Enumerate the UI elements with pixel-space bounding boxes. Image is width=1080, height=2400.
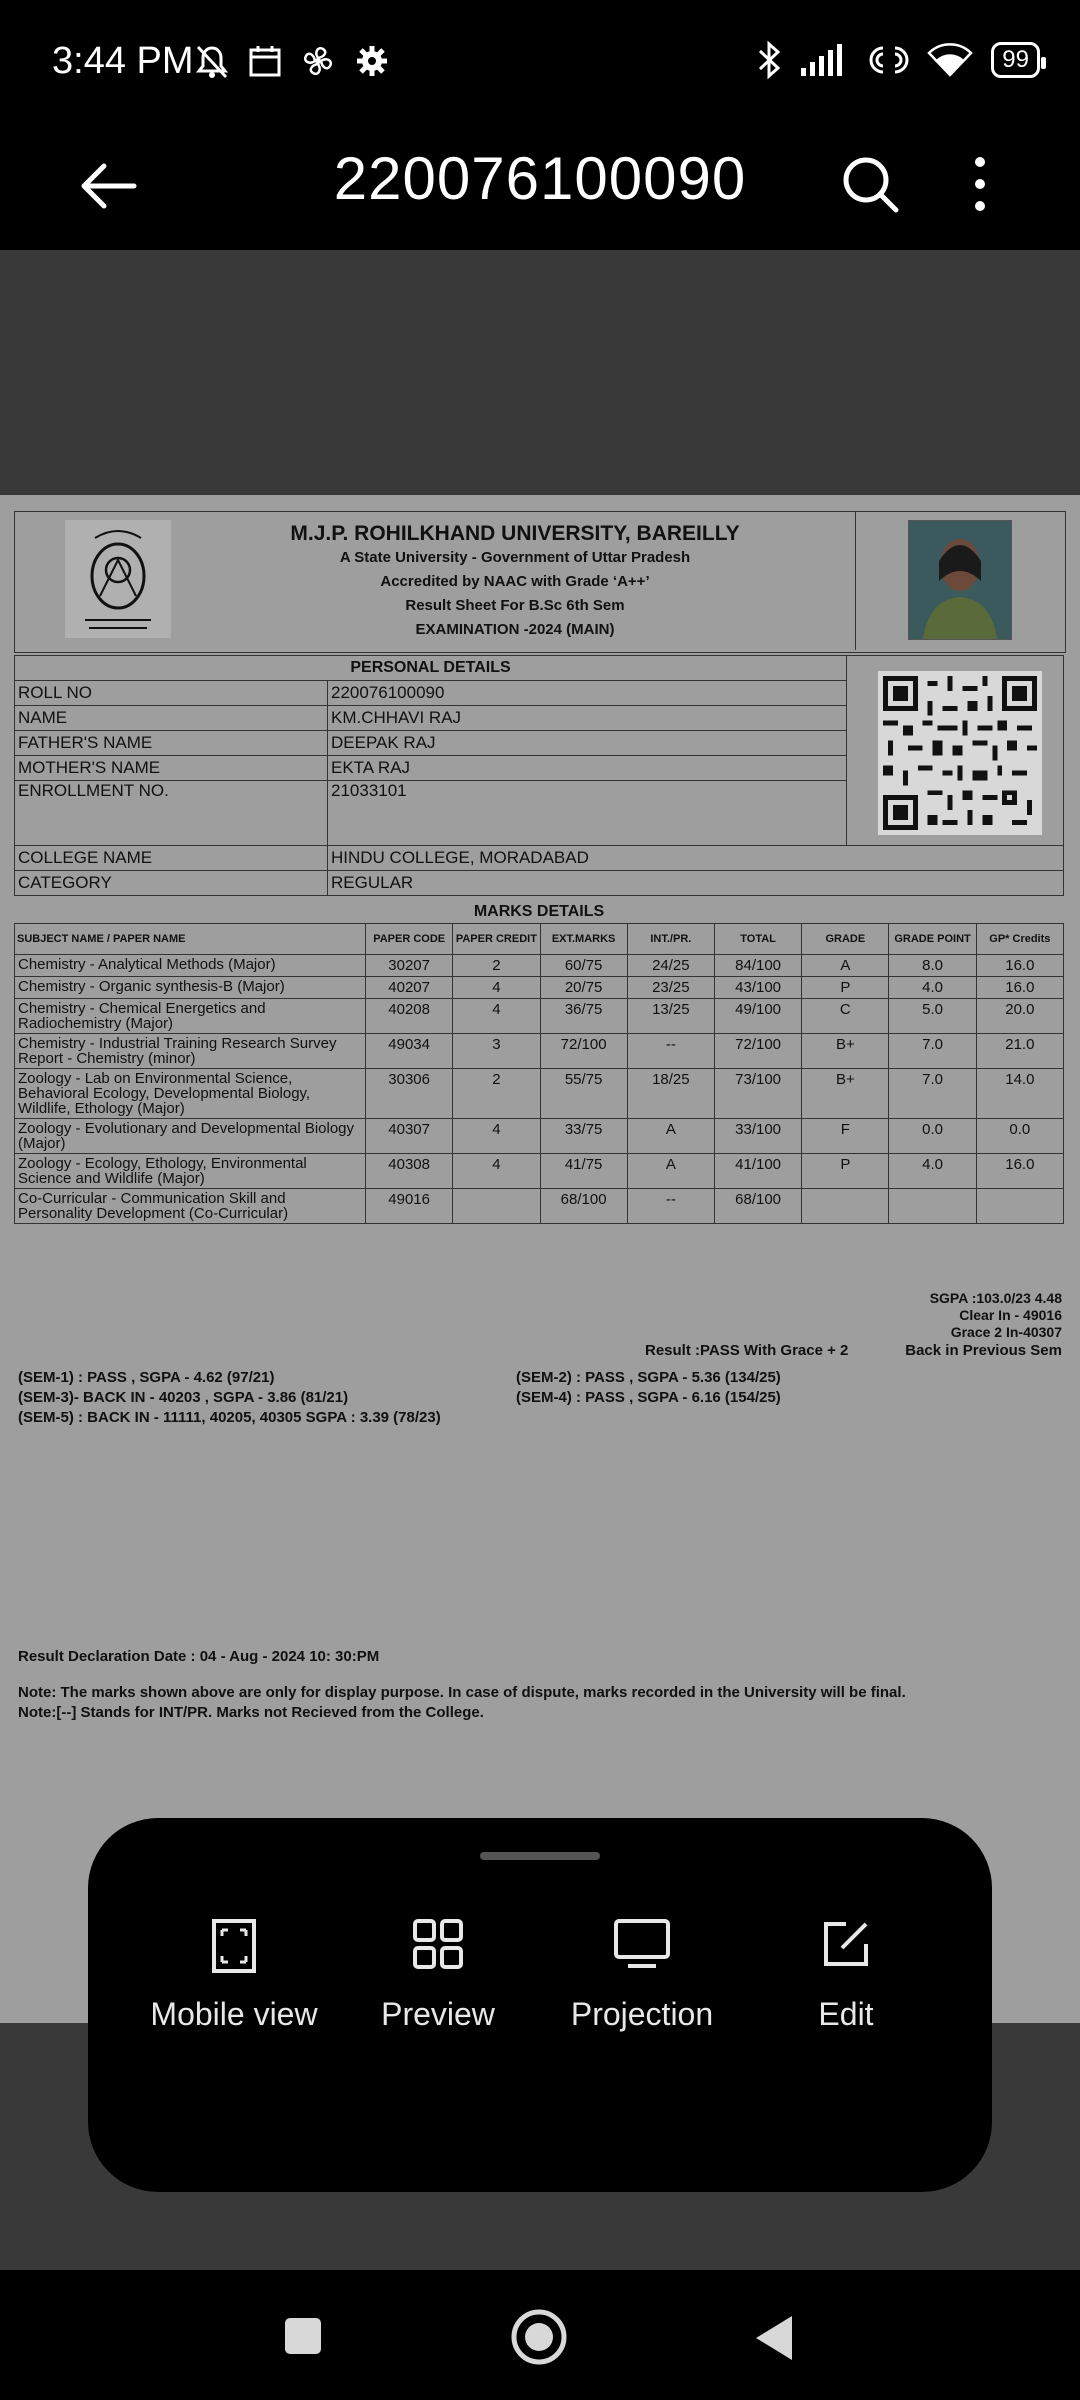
marks-cell <box>453 1189 540 1224</box>
student-photo-cell <box>855 512 1066 650</box>
marks-cell: 40208 <box>366 999 453 1034</box>
mobile-view-button[interactable] <box>134 1918 334 2033</box>
marks-cell: 60/75 <box>540 955 627 977</box>
university-name: M.J.P. ROHILKHAND UNIVERSITY, BAREILLY <box>290 522 740 545</box>
col-grade-point: GRADE POINT <box>889 924 976 955</box>
search-icon[interactable] <box>840 154 900 214</box>
marks-cell: Chemistry - Organic synthesis-B (Major) <box>15 977 366 999</box>
marks-cell: P <box>802 977 889 999</box>
marks-cell: Zoology - Evolutionary and Developmental Biology (Major) <box>15 1119 366 1154</box>
marks-cell: 84/100 <box>714 955 801 977</box>
marks-cell: 40207 <box>366 977 453 999</box>
marks-cell: A <box>802 955 889 977</box>
marks-cell: 73/100 <box>714 1069 801 1119</box>
marks-cell: 24/25 <box>627 955 714 977</box>
father-label: FATHER'S NAME <box>15 731 328 756</box>
projection-button[interactable] <box>542 1918 742 2033</box>
marks-table <box>14 923 1064 1224</box>
college-value: HINDU COLLEGE, MORADABAD <box>328 846 1064 871</box>
marks-header-row <box>15 924 1064 955</box>
marks-cell: F <box>802 1119 889 1154</box>
projection-label: Projection <box>570 1996 714 2032</box>
notes <box>18 1683 906 1723</box>
marks-cell: 18/25 <box>627 1069 714 1119</box>
document-page[interactable] <box>0 495 1080 2023</box>
sgpa-value: SGPA :103.0/23 4.48 <box>929 1290 1062 1306</box>
mobile-view-label: Mobile view <box>150 1996 318 2032</box>
clear-in: Clear In - 49016 <box>959 1307 1062 1323</box>
marks-cell <box>802 1189 889 1224</box>
recents-square-icon[interactable] <box>283 2316 323 2356</box>
college-label: COLLEGE NAME <box>15 846 328 871</box>
app-toolbar <box>0 130 1080 250</box>
col-int-pr: INT./PR. <box>627 924 714 955</box>
university-heading <box>195 522 835 642</box>
signal-icon <box>799 42 851 78</box>
status-bar <box>0 0 1080 130</box>
marks-cell: Zoology - Ecology, Ethology, Environmental Science and Wildlife (Major) <box>15 1154 366 1189</box>
marks-cell: 20.0 <box>976 999 1063 1034</box>
sem2-result: (SEM-2) : PASS , SGPA - 5.36 (134/25) <box>516 1369 781 1386</box>
marks-body <box>15 955 1064 1224</box>
status-icons-left <box>195 44 389 80</box>
back-triangle-icon[interactable] <box>752 2314 794 2362</box>
sem-column-2 <box>516 1368 781 1408</box>
marks-cell: 72/100 <box>714 1034 801 1069</box>
marks-cell: 0.0 <box>889 1119 976 1154</box>
col-ext-marks: EXT.MARKS <box>540 924 627 955</box>
sheet-drag-handle[interactable] <box>480 1852 600 1860</box>
marks-cell: 68/100 <box>540 1189 627 1224</box>
document-title: 220076100090 <box>333 145 747 212</box>
marks-cell: 4 <box>453 977 540 999</box>
marks-cell: 4 <box>453 1119 540 1154</box>
marks-cell: 49016 <box>366 1189 453 1224</box>
sem3-result: (SEM-3)- BACK IN - 40203 , SGPA - 3.86 (81/21) <box>18 1389 349 1406</box>
marks-cell: 49/100 <box>714 999 801 1034</box>
marks-cell: Co-Curricular - Communication Skill and Personality Development (Co-Curricular) <box>15 1189 366 1224</box>
university-subtitle-1: A State University - Government of Uttar Pradesh <box>339 549 691 566</box>
sem1-result: (SEM-1) : PASS , SGPA - 4.62 (97/21) <box>18 1369 275 1386</box>
marks-cell: 72/100 <box>540 1034 627 1069</box>
system-nav-bar <box>0 2270 1080 2400</box>
col-paper-credit: PAPER CREDIT <box>453 924 540 955</box>
marks-cell: Chemistry - Chemical Energetics and Radiochemistry (Major) <box>15 999 366 1034</box>
qr-code <box>878 671 1042 835</box>
declaration-date: Result Declaration Date : 04 - Aug - 2024 10: 30:PM <box>18 1648 380 1665</box>
marks-cell: 40307 <box>366 1119 453 1154</box>
father-value: DEEPAK RAJ <box>328 731 847 756</box>
marks-cell: 3 <box>453 1034 540 1069</box>
marks-cell: 41/100 <box>714 1154 801 1189</box>
preview-button[interactable] <box>338 1918 538 2033</box>
name-label: NAME <box>15 706 328 731</box>
back-previous-sem: Back in Previous Sem <box>905 1342 1062 1359</box>
status-time: 3:44 PM <box>52 40 194 82</box>
marks-cell: 20/75 <box>540 977 627 999</box>
edit-button[interactable] <box>746 1918 946 2033</box>
marks-cell: Chemistry - Analytical Methods (Major) <box>15 955 366 977</box>
marks-cell: 41/75 <box>540 1154 627 1189</box>
hotspot-icon <box>869 42 909 78</box>
university-logo <box>65 520 171 638</box>
marks-cell: 40308 <box>366 1154 453 1189</box>
marks-cell: 33/75 <box>540 1119 627 1154</box>
projection-monitor-icon <box>613 1918 671 1970</box>
view-options-sheet <box>88 1818 992 2192</box>
sgpa-block <box>930 1290 1062 1341</box>
home-circle-icon[interactable] <box>510 2308 568 2366</box>
sheet-header <box>14 511 1066 653</box>
marks-cell: A <box>627 1154 714 1189</box>
roll-value: 220076100090 <box>328 681 847 706</box>
battery-icon: 99 <box>991 42 1040 78</box>
marks-cell: 49034 <box>366 1034 453 1069</box>
category-value: REGULAR <box>328 871 1064 896</box>
col-paper-code: PAPER CODE <box>366 924 453 955</box>
marks-cell: 30306 <box>366 1069 453 1119</box>
preview-grid-icon <box>412 1918 464 1970</box>
marks-cell: 36/75 <box>540 999 627 1034</box>
mobile-view-icon <box>211 1918 257 1974</box>
marks-cell <box>889 1189 976 1224</box>
marks-row <box>15 977 1064 999</box>
grace-info: Grace 2 In-40307 <box>950 1324 1062 1340</box>
bluetooth-icon <box>757 40 781 80</box>
marks-cell: 55/75 <box>540 1069 627 1119</box>
marks-cell: Zoology - Lab on Environmental Science, Behavioral Ecology, Developmental Biology, Wildlife, Ethology (Major) <box>15 1069 366 1119</box>
marks-cell: 14.0 <box>976 1069 1063 1119</box>
alarm-off-icon <box>195 44 229 80</box>
col-gp-credits: GP* Credits <box>976 924 1063 955</box>
marks-cell: 68/100 <box>714 1189 801 1224</box>
marks-cell: 7.0 <box>889 1069 976 1119</box>
category-label: CATEGORY <box>15 871 328 896</box>
note-display: Note: The marks shown above are only for display purpose. In case of dispute, marks recorded in the University will be final. <box>18 1684 906 1701</box>
marks-row <box>15 999 1064 1034</box>
enrollment-label: ENROLLMENT NO. <box>15 781 328 846</box>
marks-cell <box>976 1189 1063 1224</box>
marks-cell: 4.0 <box>889 1154 976 1189</box>
semester-summary <box>18 1368 1068 1428</box>
col-subject: SUBJECT NAME / PAPER NAME <box>15 924 366 955</box>
marks-details-title: MARKS DETAILS <box>473 903 605 920</box>
marks-cell: A <box>627 1119 714 1154</box>
result-status: Result :PASS With Grace + 2 <box>645 1342 849 1359</box>
marks-cell: Chemistry - Industrial Training Research Survey Report - Chemistry (minor) <box>15 1034 366 1069</box>
calendar-icon <box>249 44 281 78</box>
personal-details-title: PERSONAL DETAILS <box>15 656 847 681</box>
more-icon[interactable] <box>968 152 992 216</box>
marks-cell: 5.0 <box>889 999 976 1034</box>
marks-cell: 33/100 <box>714 1119 801 1154</box>
marks-cell: 30207 <box>366 955 453 977</box>
marks-cell: 8.0 <box>889 955 976 977</box>
note-int-pr: Note:[--] Stands for INT/PR. Marks not Recieved from the College. <box>18 1704 484 1721</box>
marks-cell: P <box>802 1154 889 1189</box>
gear-icon <box>355 44 389 78</box>
marks-cell: 7.0 <box>889 1034 976 1069</box>
mother-value: EKTA RAJ <box>328 756 847 781</box>
marks-cell: 4 <box>453 999 540 1034</box>
result-sheet-title: Result Sheet For B.Sc 6th Sem <box>405 597 625 614</box>
university-subtitle-2: Accredited by NAAC with Grade ‘A++’ <box>380 573 650 590</box>
edit-label: Edit <box>818 1996 874 2032</box>
marks-row <box>15 1189 1064 1224</box>
marks-cell: 4.0 <box>889 977 976 999</box>
preview-label: Preview <box>381 1996 495 2032</box>
wifi-icon <box>927 41 973 79</box>
marks-row <box>15 1154 1064 1189</box>
mother-label: MOTHER'S NAME <box>15 756 328 781</box>
marks-cell: 23/25 <box>627 977 714 999</box>
marks-cell: 0.0 <box>976 1119 1063 1154</box>
roll-label: ROLL NO <box>15 681 328 706</box>
examination-title: EXAMINATION -2024 (MAIN) <box>415 621 615 638</box>
marks-cell: 43/100 <box>714 977 801 999</box>
marks-cell: B+ <box>802 1034 889 1069</box>
marks-cell: -- <box>627 1034 714 1069</box>
marks-row <box>15 1069 1064 1119</box>
marks-cell: 16.0 <box>976 977 1063 999</box>
marks-cell: 16.0 <box>976 955 1063 977</box>
student-photo <box>908 520 1012 640</box>
marks-cell: 2 <box>453 1069 540 1119</box>
marks-cell: C <box>802 999 889 1034</box>
sem5-result: (SEM-5) : BACK IN - 11111, 40205, 40305 SGPA : 3.39 (78/23) <box>18 1409 441 1426</box>
col-grade: GRADE <box>802 924 889 955</box>
marks-cell: -- <box>627 1189 714 1224</box>
marks-cell: B+ <box>802 1069 889 1119</box>
marks-cell: 21.0 <box>976 1034 1063 1069</box>
name-value: KM.CHHAVI RAJ <box>328 706 847 731</box>
marks-row <box>15 1034 1064 1069</box>
marks-row <box>15 955 1064 977</box>
marks-row <box>15 1119 1064 1154</box>
sem4-result: (SEM-4) : PASS , SGPA - 6.16 (154/25) <box>516 1389 781 1406</box>
edit-icon <box>820 1918 872 1970</box>
fan-icon <box>301 44 335 78</box>
enrollment-value: 21033101 <box>328 781 847 846</box>
status-icons-right <box>757 40 1040 80</box>
marks-cell: 4 <box>453 1154 540 1189</box>
marks-cell: 16.0 <box>976 1154 1063 1189</box>
col-total: TOTAL <box>714 924 801 955</box>
marks-cell: 2 <box>453 955 540 977</box>
marks-cell: 13/25 <box>627 999 714 1034</box>
